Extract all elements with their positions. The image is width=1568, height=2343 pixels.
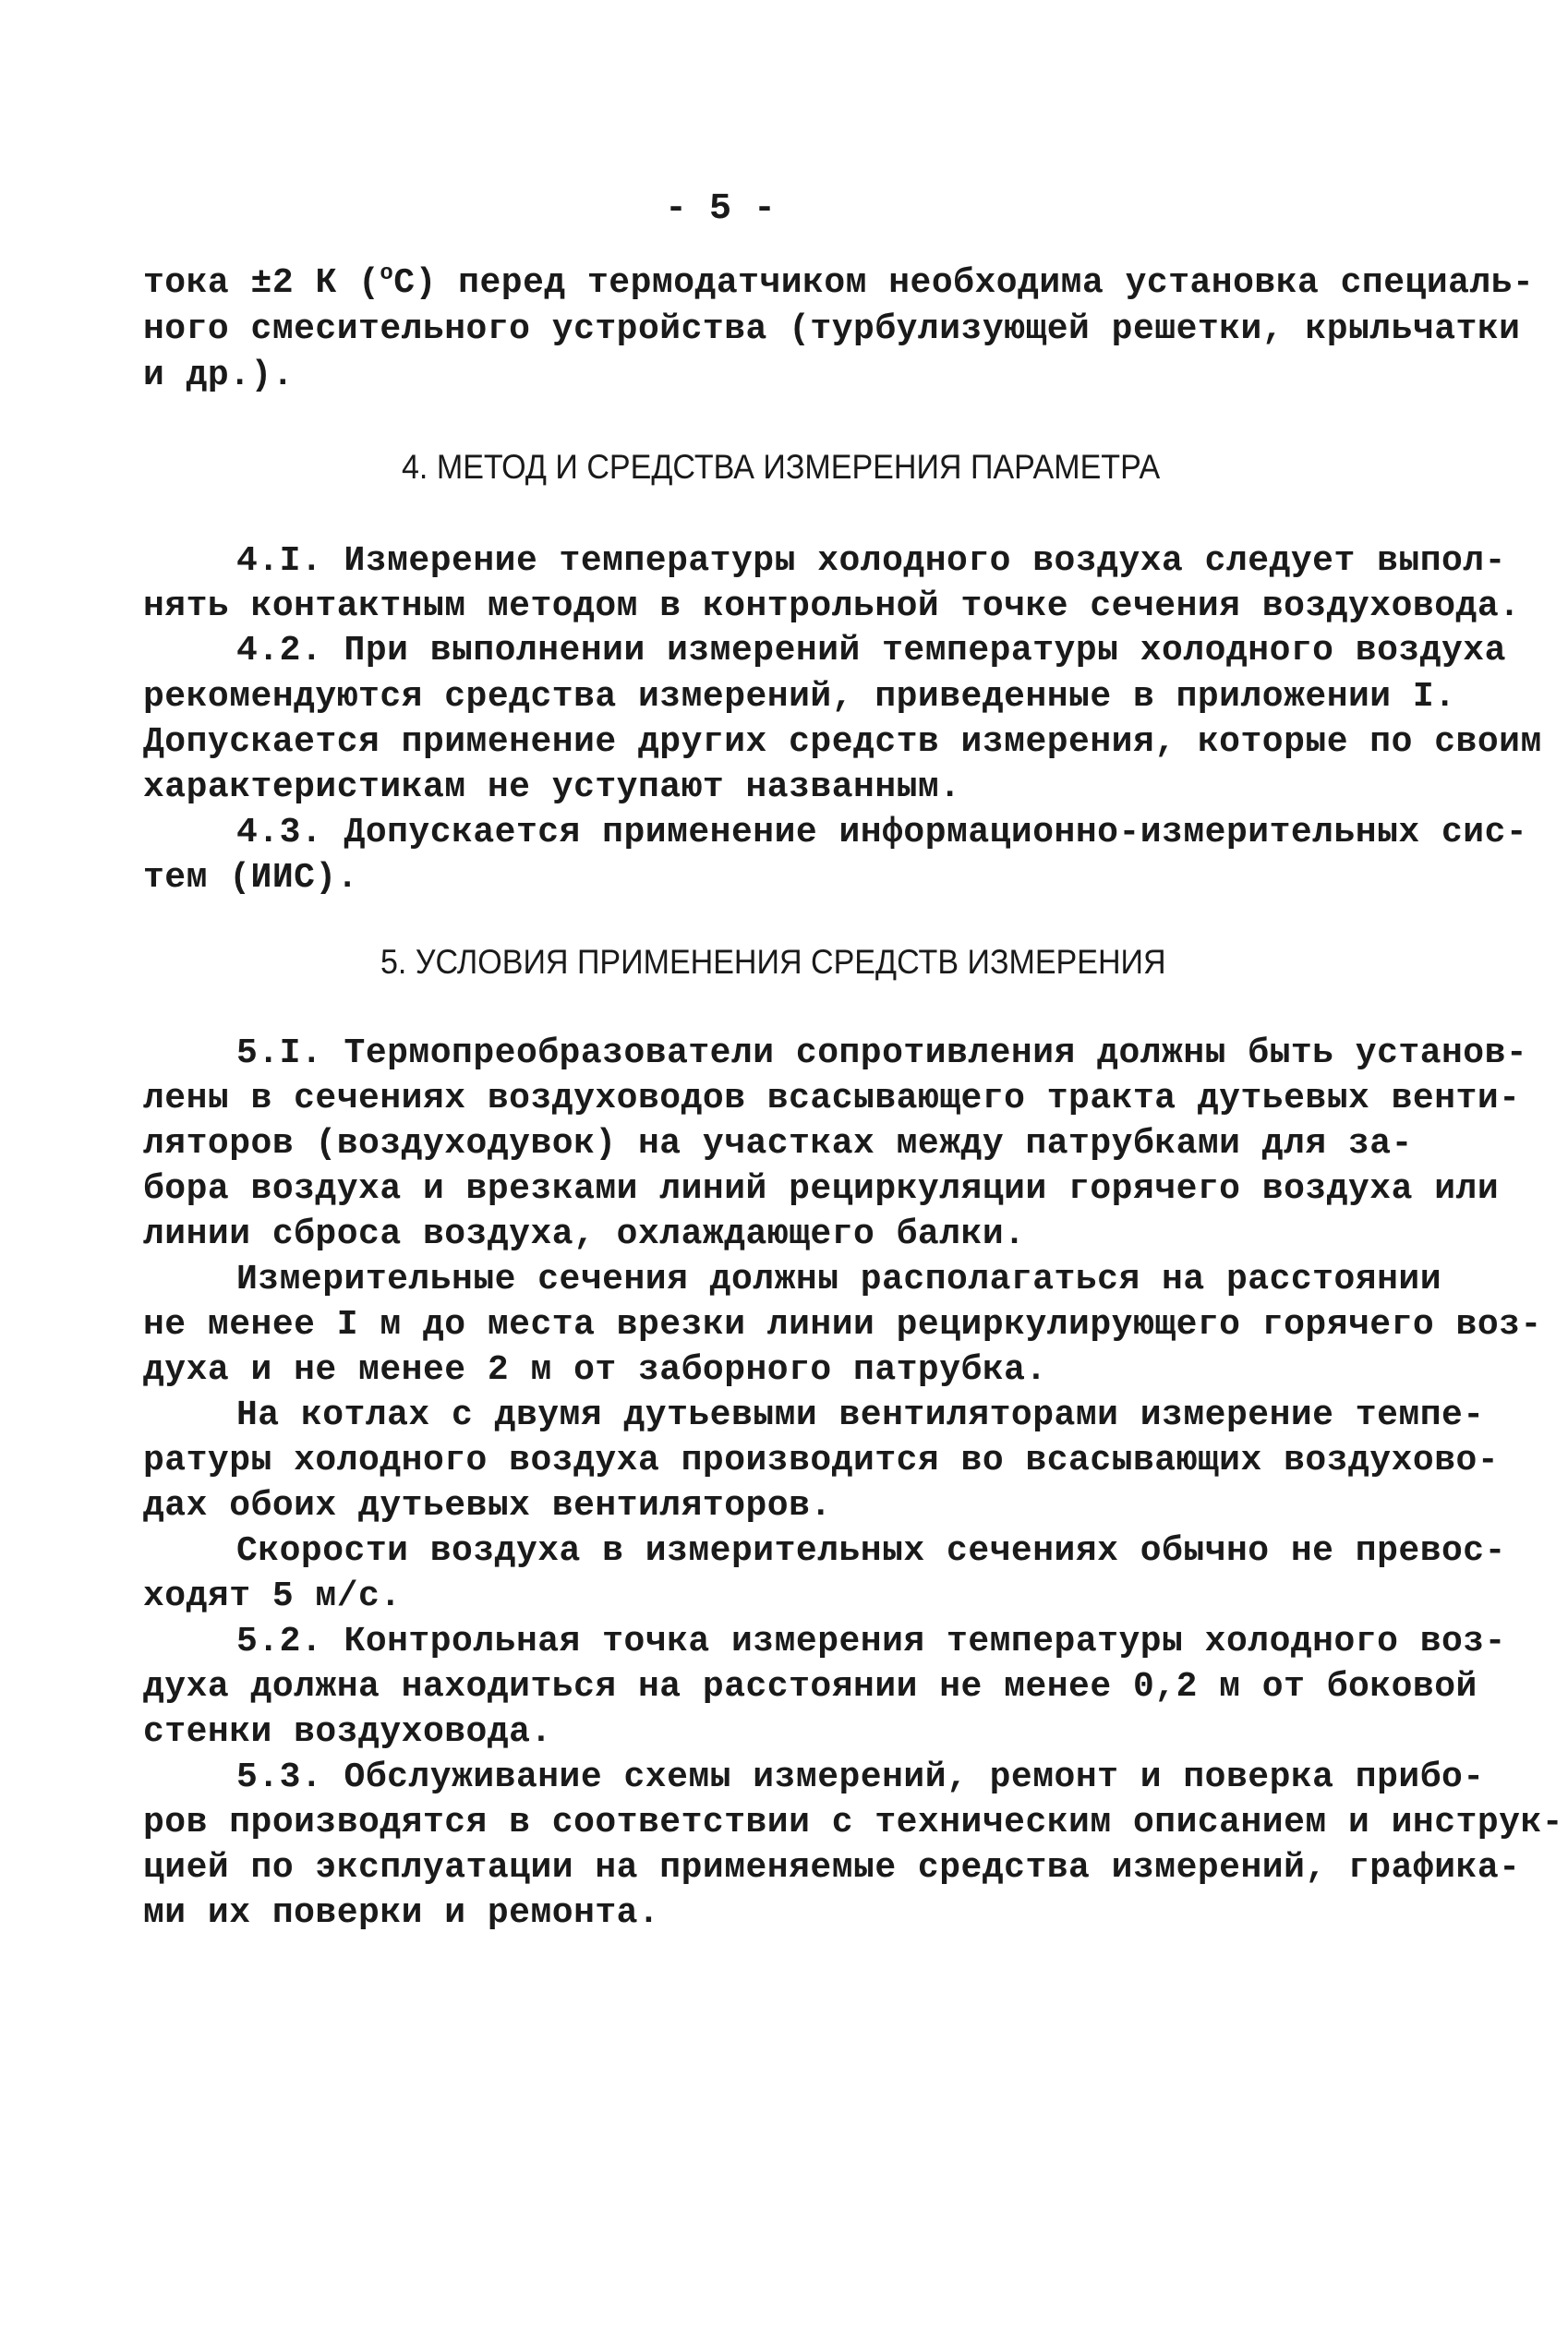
section-5-line: ратуры холодного воздуха производится во всасывающих воздухово- (143, 1441, 1500, 1480)
section-5-line: ров производятся в соответствии с техническим описанием и инструк- (143, 1803, 1564, 1842)
section-4-line: тем (ИИС). (143, 858, 359, 898)
section-5-line: Измерительные сечения должны располагаться на расстоянии (236, 1260, 1442, 1299)
section-4-line: 4.3. Допускается применение информационно-измерительных сис- (236, 813, 1528, 852)
section-4-line: нять контактным методом в контрольной точке сечения воздуховода. (143, 586, 1521, 626)
section-5-line: цией по эксплуатации на применяемые средства измерений, графика- (143, 1848, 1521, 1888)
section-4-line: рекомендуются средства измерений, приведенные в приложении I. (143, 677, 1456, 717)
section-4-line: характеристикам не уступают названным. (143, 767, 961, 807)
intro-line-1: тока ±2 К ($^о$С) перед термодатчиком необходима установка специаль- (143, 261, 1535, 303)
section-4-line: 4.2. При выполнении измерений температуры холодного воздуха (236, 631, 1506, 670)
section-5-line: стенки воздуховода. (143, 1712, 552, 1752)
intro-line-3: и др.). (143, 356, 295, 395)
intro-line-2: ного смесительного устройства (турбулизующей решетки, крыльчатки (143, 309, 1521, 349)
section-5-line: 5.2. Контрольная точка измерения температуры холодного воз- (236, 1622, 1506, 1661)
section-5-line: духа должна находиться на расстоянии не менее 0,2 м от боковой (143, 1667, 1478, 1707)
section-5-line: дах обоих дутьевых вентиляторов. (143, 1486, 832, 1526)
section-5-line: 5.I. Термопреобразователи сопротивления должны быть установ- (236, 1033, 1528, 1073)
section-5-line: Скорости воздуха в измерительных сечениях обычно не превос- (236, 1531, 1506, 1571)
section-5-line: ми их поверки и ремонта. (143, 1893, 660, 1933)
page-number: - 5 - (664, 188, 777, 230)
section-4-heading: 4. МЕТОД И СРЕДСТВА ИЗМЕРЕНИЯ ПАРАМЕТРА (402, 448, 1161, 486)
section-4-line: 4.I. Измерение температуры холодного воздуха следует выпол- (236, 541, 1506, 581)
section-5-line: ходят 5 м/с. (143, 1576, 402, 1616)
section-5-line: линии сброса воздуха, охлаждающего балки. (143, 1214, 1026, 1254)
section-5-line: не менее I м до места врезки линии рециркулирующего горячего воз- (143, 1305, 1542, 1345)
section-5-line: ляторов (воздуходувок) на участках между патрубками для за- (143, 1124, 1413, 1164)
section-4-line: Допускается применение других средств измерения, которые по своим (143, 722, 1542, 762)
section-5-line: лены в сечениях воздуховодов всасывающего тракта дутьевых венти- (143, 1079, 1521, 1118)
section-5-line: духа и не менее 2 м от заборного патрубка. (143, 1350, 1047, 1390)
section-5-line: На котлах с двумя дутьевыми вентиляторами измерение темпе- (236, 1395, 1485, 1435)
section-5-line: бора воздуха и врезками линий рециркуляции горячего воздуха или (143, 1169, 1500, 1209)
section-5-heading: 5. УСЛОВИЯ ПРИМЕНЕНИЯ СРЕДСТВ ИЗМЕРЕНИЯ (380, 943, 1166, 981)
section-5-line: 5.3. Обслуживание схемы измерений, ремонт и поверка прибо- (236, 1757, 1485, 1797)
